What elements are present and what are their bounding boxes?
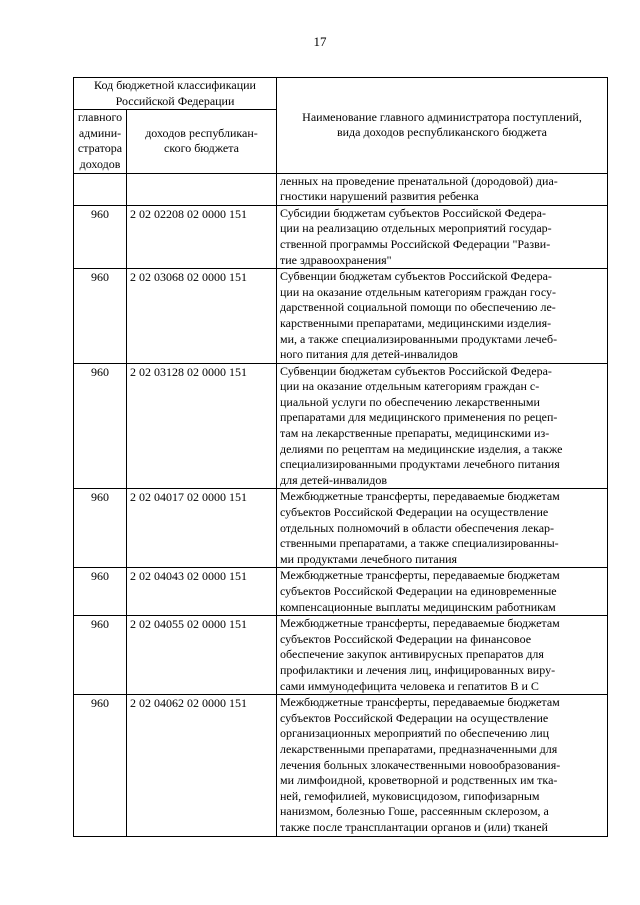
income-name-line: ции на оказание отдельным категориям граждан госу- xyxy=(280,284,556,299)
income-name-line: ственной программы Российской Федерации "Разви- xyxy=(280,236,551,251)
budget-classification-table xyxy=(73,77,608,837)
admin-code-cell: 960 xyxy=(74,568,127,616)
income-code-cell: 2 02 03128 02 0000 151 xyxy=(127,363,277,489)
income-name-line: специализированными продуктами лечебного питания xyxy=(280,457,560,472)
table-row xyxy=(74,568,608,616)
table-row xyxy=(74,489,608,568)
income-name-cell xyxy=(277,616,608,695)
income-name-line: ней, гемофилией, муковисцидозом, гипофизарным xyxy=(280,788,540,803)
income-name-line: нанизмом, болезнью Гоше, рассеянным склерозом, а xyxy=(280,804,549,819)
income-name-line: там на лекарственные препараты, медицинскими из- xyxy=(280,426,550,441)
income-name-cell xyxy=(277,489,608,568)
header-code-line: доходов республикан- xyxy=(145,125,258,140)
income-name-line: профилактики и лечения лиц, инфицированных виру- xyxy=(280,662,556,677)
income-code-cell: 2 02 04055 02 0000 151 xyxy=(127,616,277,695)
income-name-cell xyxy=(277,695,608,836)
income-code-cell: 2 02 04062 02 0000 151 xyxy=(127,695,277,836)
income-name-line: Межбюджетные трансферты, передаваемые бюджетам xyxy=(280,489,560,504)
header-group-line: Российской Федерации xyxy=(115,93,235,108)
income-name-line: сами иммунодефицита человека и гепатитов В и С xyxy=(280,678,539,693)
income-name-line: также после трансплантации органов и (или) тканей xyxy=(280,819,548,834)
header-budget-code-group xyxy=(74,78,277,110)
header-name-column xyxy=(277,78,608,174)
header-code-line: ского бюджета xyxy=(164,141,239,156)
income-name-line: ственными препаратами, а также специализированны- xyxy=(280,536,559,551)
income-code-cell xyxy=(127,173,277,205)
income-code-cell: 2 02 04017 02 0000 151 xyxy=(127,489,277,568)
income-name-line: ми продуктами лечебного питания xyxy=(280,551,458,566)
table-row xyxy=(74,205,608,268)
header-admin-line: доходов xyxy=(79,156,121,171)
page-number: 17 xyxy=(313,34,327,49)
income-code-cell: 2 02 03068 02 0000 151 xyxy=(127,269,277,364)
income-name-line: субъектов Российской Федерации на финансовое xyxy=(280,631,532,646)
admin-code-cell: 960 xyxy=(74,489,127,568)
income-name-cell xyxy=(277,269,608,364)
income-name-line: организационных мероприятий по обеспечению лиц xyxy=(280,726,550,741)
income-name-line: Субвенции бюджетам субъектов Российской Федера- xyxy=(280,363,552,378)
table-row xyxy=(74,173,608,205)
income-code-cell: 2 02 02208 02 0000 151 xyxy=(127,205,277,268)
income-name-line: гностики нарушений развития ребенка xyxy=(280,189,479,204)
income-name-line: Межбюджетные трансферты, передаваемые бюджетам xyxy=(280,616,560,631)
income-name-cell xyxy=(277,173,608,205)
income-name-line: ции на реализацию отдельных мероприятий государ- xyxy=(280,221,552,236)
income-name-line: циальной услуги по обеспечению лекарственными xyxy=(280,394,540,409)
income-name-line: ми лимфоидной, кроветворной и родственных им тка- xyxy=(280,773,558,788)
table-row xyxy=(74,695,608,836)
income-name-cell xyxy=(277,568,608,616)
income-name-line: препаратами для медицинского применения по рецеп- xyxy=(280,410,558,425)
income-name-line: ленных на проведение пренатальной (дородовой) диа- xyxy=(280,173,558,188)
header-name-line: вида доходов республиканского бюджета xyxy=(336,125,548,140)
admin-code-cell: 960 xyxy=(74,363,127,489)
admin-code-cell: 960 xyxy=(74,205,127,268)
income-name-line: для детей-инвалидов xyxy=(280,472,387,487)
income-name-line: субъектов Российской Федерации на единовременные xyxy=(280,584,557,598)
income-name-line: Межбюджетные трансферты, передаваемые бюджетам xyxy=(280,568,560,583)
income-name-line: субъектов Российской Федерации на осуществление xyxy=(280,710,549,725)
income-code-cell: 2 02 04043 02 0000 151 xyxy=(127,568,277,616)
income-name-line: ного питания для детей-инвалидов xyxy=(280,347,458,362)
income-name-line: Субсидии бюджетам субъектов Российской Федера- xyxy=(280,205,546,220)
income-name-line: субъектов Российской Федерации на осуществление xyxy=(280,505,549,520)
income-name-line: обеспечение закупок антивирусных препаратов для xyxy=(280,647,544,662)
income-name-line: ми, а также специализированными продуктами лечеб- xyxy=(280,331,558,346)
header-admin-line: главного xyxy=(77,110,123,125)
header-name-line: Наименование главного администратора поступлений, xyxy=(302,109,582,124)
income-name-line: карственными препаратами, медицинскими изделия- xyxy=(280,315,552,330)
income-name-line: Межбюджетные трансферты, передаваемые бюджетам xyxy=(280,695,560,710)
income-name-line: ции на оказание отдельным категориям граждан с- xyxy=(280,379,540,394)
income-name-line: отдельных полномочий в области обеспечения лекар- xyxy=(280,520,555,535)
income-name-line: тие здравоохранения" xyxy=(280,252,392,267)
income-name-cell xyxy=(277,205,608,268)
admin-code-cell: 960 xyxy=(74,616,127,695)
header-admin-line: админи- xyxy=(78,125,122,140)
income-name-line: компенсационные выплаты медицинским работникам xyxy=(280,599,556,614)
income-name-line: делиями по рецептам на медицинские изделия, а также xyxy=(280,441,563,456)
admin-code-cell xyxy=(74,173,127,205)
income-name-line: лекарственными препаратами, предназначенными для xyxy=(280,741,558,756)
table-row xyxy=(74,363,608,489)
table-row xyxy=(74,616,608,695)
header-admin-line: стратора xyxy=(77,141,123,156)
header-group-line: Код бюджетной классификации xyxy=(94,78,256,92)
admin-code-cell: 960 xyxy=(74,269,127,364)
income-name-cell xyxy=(277,363,608,489)
header-admin-column xyxy=(74,110,127,173)
income-name-line: лечения больных злокачественными новообразования- xyxy=(280,757,561,772)
header-code-column xyxy=(127,110,277,173)
table-row xyxy=(74,269,608,364)
income-name-line: Субвенции бюджетам субъектов Российской Федера- xyxy=(280,269,552,284)
admin-code-cell: 960 xyxy=(74,695,127,836)
income-name-line: дарственной социальной помощи по обеспечению ле- xyxy=(280,300,556,315)
